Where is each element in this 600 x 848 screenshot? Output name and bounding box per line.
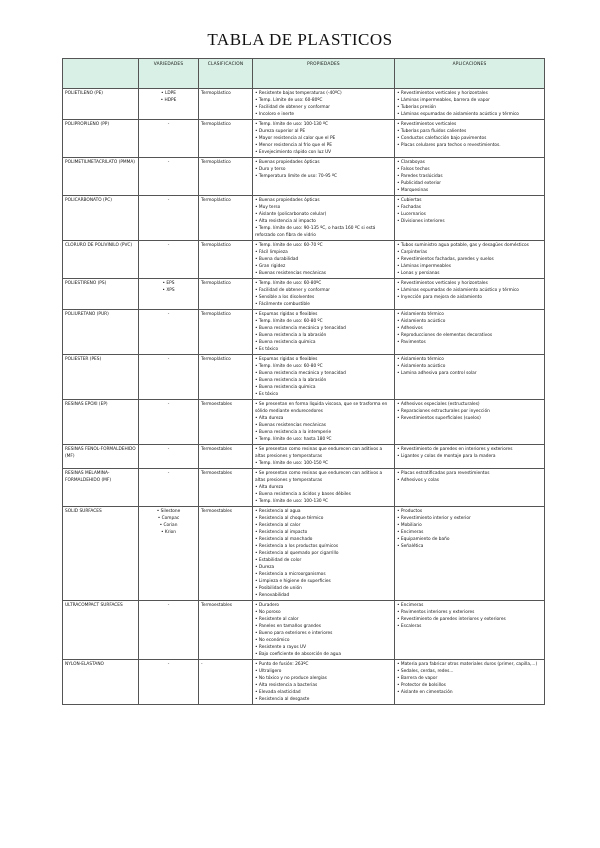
aplicaciones-cell [395,601,545,660]
plastics-table [62,58,545,705]
variedad-item: • Corian [141,522,196,529]
propiedad-item: • Buena resistencia a la abrasión [255,332,392,339]
aplicacion-item: • Placas estratificadas para revestimientos [397,470,542,477]
aplicacion-item: • Sedales, cerdas, redes... [397,668,542,675]
variedades-cell [139,400,199,445]
aplicacion-item: • Conductos calefacción bajo pavimentos [397,135,542,142]
propiedad-item: • Temp. límite de uso: 100-130 ºC [255,498,392,505]
propiedades-cell [253,158,395,196]
propiedad-item: • Buena resistencia química [255,339,392,346]
variedades-cell [139,660,199,705]
variedades-cell [139,89,199,120]
propiedad-item: • Alta dureza [255,415,392,422]
aplicacion-item: • Láminas espumadas de aislamiento acústico y térmico [397,287,542,294]
clasificacion-cell: Termoplástico [199,158,253,196]
header-variedades: VARIEDADES [139,59,199,89]
table-row [63,89,545,120]
clasificacion-cell: - [199,660,253,705]
propiedades-cell [253,400,395,445]
material-name: POLICARBONATO (PC) [63,196,139,241]
clasificacion-cell: Termoestables [199,507,253,601]
table-row [63,158,545,196]
propiedad-item: • Estabilidad de color [255,557,392,564]
variedades-cell [139,120,199,158]
material-name: NYLON-ELASTANO [63,660,139,705]
table-row [63,445,545,469]
variedad-empty: - [167,198,170,203]
propiedad-item: • Temperatura límite de uso: 70-95 ºC [255,173,392,180]
propiedad-item: • Resistencia a microorganismos [255,571,392,578]
propiedad-item: • Facilidad de obtener y conformar [255,287,392,294]
aplicacion-item: • Tubos suministro agua potable, gas y desagües domésticos [397,242,542,249]
table-row [63,196,545,241]
header-material [63,59,139,89]
propiedad-item: • Temp. límite de uso: 60-80 ºC [255,318,392,325]
aplicacion-item: • Publicidad exterior [397,180,542,187]
propiedad-item: • Mayor resistencia al calor que el PE [255,135,392,142]
propiedades-cell [253,507,395,601]
propiedad-item: • Temp. límite de uso: 60-70 ºC [255,242,392,249]
aplicacion-item: • Revestimiento de paredes en interiores y exteriores [397,446,542,453]
aplicacion-item: • Aislamiento acústico [397,318,542,325]
table-row [63,241,545,279]
propiedades-cell [253,310,395,355]
propiedad-item: • Es tóxico [255,391,392,398]
variedad-empty: - [167,160,170,165]
aplicaciones-cell [395,355,545,400]
aplicacion-item: • Láminas impermeables, barrera de vapor [397,97,542,104]
aplicacion-item: • Lonas y persianas [397,270,542,277]
aplicacion-item: • Claraboyas [397,159,542,166]
propiedad-item: • Incoloro e inerte [255,111,392,118]
propiedad-item: • Resistencia al calor [255,522,392,529]
propiedad-item: • Paneles en tamaños grandes [255,623,392,630]
clasificacion-cell: Termoestables [199,469,253,507]
propiedad-item: • Alta dureza [255,484,392,491]
aplicacion-item: • Revestimientos verticales y horizontales [397,90,542,97]
variedades-cell [139,196,199,241]
propiedad-item: • No tóxico y no produce alergias [255,675,392,682]
aplicacion-item: • Encimeras [397,529,542,536]
variedades-cell [139,507,199,601]
propiedad-item: • No económico [255,637,392,644]
aplicacion-item: • Revestimientos verticales [397,121,542,128]
propiedad-item: • Dureza superior al PE [255,128,392,135]
propiedad-item: • Dureza [255,564,392,571]
variedad-empty: - [167,662,170,667]
propiedades-cell [253,120,395,158]
aplicacion-item: • Aislamiento térmico [397,311,542,318]
propiedad-item: • Punto de fusión: 263ºC [255,661,392,668]
variedad-item: • XPS [141,287,196,294]
variedad-item: • Silestone [141,508,196,515]
variedad-empty: - [167,603,170,608]
propiedad-item: • Temp. límite de uso: 60-80ºC [255,280,392,287]
propiedad-item: • Temp. límite de uso: 60-80 ºC [255,363,392,370]
aplicacion-item: • Materia para fabricar otros materiales duros (primer, capilla,...) [397,661,542,668]
aplicacion-item: • Adhesivos y colas [397,477,542,484]
propiedad-item: • Espumas rígidas o flexibles [255,311,392,318]
propiedad-item: • Limpieza e higiene de superficies [255,578,392,585]
propiedad-item: • Temp. límite de uso: 100-130 ºC [255,121,392,128]
propiedad-item: • Facilidad de obtener y conformar [255,104,392,111]
material-name: RESINAS FENOL-FORMALDEHIDO (MF) [63,445,139,469]
material-name: POLIURETANO (PUR) [63,310,139,355]
table-row [63,120,545,158]
variedad-empty: - [167,122,170,127]
table-row [63,469,545,507]
material-name: POLIPROPILENO (PP) [63,120,139,158]
clasificacion-cell: Termoestables [199,601,253,660]
aplicacion-item: • Mobiliario [397,522,542,529]
aplicacion-item: • Ligantes y colas de montaje para la madera [397,453,542,460]
propiedad-item: • Bajo coeficiente de absorción de agua [255,651,392,658]
propiedades-cell [253,601,395,660]
aplicacion-item: • Revestimiento interior y exterior [397,515,542,522]
header-propiedades: PROPIEDADES [253,59,395,89]
propiedad-item: • Elevada elasticidad [255,689,392,696]
aplicacion-item: • Adhesivos especiales (estructurales) [397,401,542,408]
material-name: POLIETILENO (PE) [63,89,139,120]
propiedades-cell [253,355,395,400]
clasificacion-cell: Termoplástico [199,310,253,355]
aplicacion-item: • Marquesinas [397,187,542,194]
propiedad-item: • Temp. límite de uso: 90-135 ºC, o hasta 160 ºC si está reforzado con fibra de vidrio [255,225,392,239]
propiedad-item: • Buena resistencia a la abrasión [255,377,392,384]
aplicaciones-cell [395,469,545,507]
variedades-cell [139,310,199,355]
aplicacion-item: • Falsos techos [397,166,542,173]
propiedad-item: • Sensible a los disolventes [255,294,392,301]
page-title: TABLA DE PLASTICOS [207,30,393,49]
aplicaciones-cell [395,196,545,241]
variedades-cell [139,601,199,660]
aplicacion-item: • Aislamiento acústico [397,363,542,370]
variedad-empty: - [167,357,170,362]
aplicaciones-cell [395,507,545,601]
propiedad-item: • Renovabilidad [255,592,392,599]
aplicacion-item: • Equipamiento de baño [397,536,542,543]
table-row [63,400,545,445]
aplicacion-item: • Placas celulares para techos o revestimientos. [397,142,542,149]
clasificacion-cell: Termoplástico [199,120,253,158]
propiedad-item: • Alta resistencia a bacterias [255,682,392,689]
header-aplicaciones: APLICACIONES [395,59,545,89]
aplicacion-item: • Cubiertas [397,197,542,204]
aplicacion-item: • Reparaciones estructurales por inyección [397,408,542,415]
propiedades-cell [253,660,395,705]
propiedad-item: • Gran rigidez [255,263,392,270]
propiedad-item: • Buenas propiedades ópticas [255,159,392,166]
propiedad-item: • Temp. límite de uso: 100-150 ºC [255,460,392,467]
propiedad-item: • Buena resistencia a ácidos y bases débiles [255,491,392,498]
clasificacion-cell: Termoestables [199,445,253,469]
aplicacion-item: • Paredes traslúcidas [397,173,542,180]
aplicacion-item: • Revestimientos fachadas, paredes y suelos [397,256,542,263]
aplicacion-item: • Láminas espumadas de aislamiento acústico y térmico [397,111,542,118]
aplicacion-item: • Revestimientos verticales y horizontales [397,280,542,287]
propiedad-item: • Buena resistencia mecánica y tenacidad [255,370,392,377]
aplicacion-item: • Protector de bolsillos [397,682,542,689]
material-name: RESINAS MELAMINA-FORMALDEHIDO (MF) [63,469,139,507]
aplicaciones-cell [395,310,545,355]
aplicacion-item: • Pavimentos [397,339,542,346]
material-name: ULTRACOMPACT SURFACES [63,601,139,660]
table-header-row [63,59,545,89]
propiedades-cell [253,196,395,241]
aplicacion-item: • Divisiones interiores [397,218,542,225]
propiedad-item: • Temp. Límite de uso: 60-80ºC [255,97,392,104]
propiedad-item: • Buenas resistencias mecánicas [255,270,392,277]
propiedad-item: • Muy terso [255,204,392,211]
propiedad-item: • Duro y terso [255,166,392,173]
aplicaciones-cell [395,241,545,279]
aplicaciones-cell [395,158,545,196]
aplicacion-item: • Lucernarios [397,211,542,218]
table-row [63,310,545,355]
aplicaciones-cell [395,445,545,469]
propiedad-item: • Posibilidad de unión [255,585,392,592]
propiedad-item: • Temp. límite de uso: hasta 180 ºC [255,436,392,443]
aplicacion-item: • Lamina adhesiva para control solar [397,370,542,377]
propiedad-item: • Resistencia al impacto [255,529,392,536]
aplicacion-item: • Aislante en cimentación [397,689,542,696]
propiedad-item: • Espumas rígidas o flexibles [255,356,392,363]
aplicacion-item: • Reproducciones de elementos decorativos [397,332,542,339]
propiedad-item: • Fácil limpieza [255,249,392,256]
variedades-cell [139,241,199,279]
aplicacion-item: • Láminas impermeables [397,263,542,270]
aplicaciones-cell [395,279,545,310]
propiedad-item: • Buena resistencia a la intemperie [255,429,392,436]
propiedad-item: • Envejecimiento rápido con luz UV [255,149,392,156]
aplicacion-item: • Fachadas [397,204,542,211]
variedades-cell [139,279,199,310]
propiedad-item: • Resistencia al quemado por cigarrillo [255,550,392,557]
aplicacion-item: • Aislamiento térmico [397,356,542,363]
table-row [63,355,545,400]
aplicacion-item: • Adhesivos [397,325,542,332]
propiedad-item: • Alta resistencia al impacto [255,218,392,225]
variedad-empty: - [167,447,170,452]
propiedades-cell [253,279,395,310]
propiedad-item: • Ultraligero [255,668,392,675]
variedades-cell [139,445,199,469]
aplicaciones-cell [395,660,545,705]
aplicacion-item: • Revestimientos superficiales (suelos) [397,415,542,422]
propiedades-cell [253,445,395,469]
variedad-empty: - [167,243,170,248]
aplicacion-item: • Encimeras [397,602,542,609]
propiedad-item: • Resistencia al agua [255,508,392,515]
propiedades-cell [253,241,395,279]
material-name: POLIMETILMETACRILATO (PMMA) [63,158,139,196]
material-name: CLORURO DE POLIVINILO (PVC) [63,241,139,279]
aplicacion-item: • Barrera de vapor [397,675,542,682]
variedades-cell [139,469,199,507]
aplicacion-item: • Escaleras [397,623,542,630]
clasificacion-cell: Termoplástico [199,196,253,241]
variedad-item: • HDPE [141,97,196,104]
material-name: SOLID SURFACES [63,507,139,601]
clasificacion-cell: Termoplástico [199,241,253,279]
aplicacion-item: • Tuberías para fluidos calientes [397,128,542,135]
variedad-empty: - [167,471,170,476]
aplicacion-item: • Señalética [397,543,542,550]
variedades-cell [139,158,199,196]
propiedad-item: • Resistente a rayos UV [255,644,392,651]
propiedad-item: • Fácilmente combustible [255,301,392,308]
propiedad-item: • Es tóxico [255,346,392,353]
variedades-cell [139,355,199,400]
variedad-item: • Krion [141,529,196,536]
variedad-item: • LDPE [141,90,196,97]
propiedad-item: • Se presentan como resinas que endurecen con aditivos a altas presiones y temperaturas [255,470,392,484]
propiedad-item: • Bueno para exteriores e interiores [255,630,392,637]
header-clasificacion: CLASIFICACION [199,59,253,89]
propiedad-item: • Duradero [255,602,392,609]
variedad-empty: - [167,312,170,317]
propiedad-item: • Buena resistencia mecánica y tenacidad [255,325,392,332]
variedad-item: • Compac [141,515,196,522]
aplicaciones-cell [395,89,545,120]
propiedad-item: • Buena resistencia química [255,384,392,391]
table-row [63,601,545,660]
aplicacion-item: • Revestimiento de paredes interiores y exteriores [397,616,542,623]
aplicacion-item: • Productos [397,508,542,515]
propiedad-item: • Buenas propiedades ópticas [255,197,392,204]
aplicaciones-cell [395,400,545,445]
propiedad-item: • Buenas resistencias mecánicas [255,422,392,429]
propiedad-item: • Menor resistencia al frío que el PE [255,142,392,149]
table-row [63,507,545,601]
aplicacion-item: • Inyección para mejora de aislamiento [397,294,542,301]
propiedad-item: • Se presentan en forma líquida viscosa, que se trasforma en sólido mediante endurecedores [255,401,392,415]
propiedad-item: • Se presentan como resinas que endurecen con aditivos a altas presiones y temperaturas [255,446,392,460]
variedad-empty: - [167,402,170,407]
material-name: POLIESTIRENO (PS) [63,279,139,310]
aplicacion-item: • Pavimentos interiores y exteriores [397,609,542,616]
material-name: POLIESTER (PES) [63,355,139,400]
table-body [63,89,545,705]
propiedad-item: • Aislante (policarbonato celular) [255,211,392,218]
propiedad-item: • Resistencia al choque térmico [255,515,392,522]
propiedad-item: • Buena durabilidad [255,256,392,263]
material-name: RESINAS EPOXI (EP) [63,400,139,445]
table-row [63,660,545,705]
propiedades-cell [253,469,395,507]
propiedad-item: • Resistencia a los productos químicos [255,543,392,550]
clasificacion-cell: Termoplástico [199,355,253,400]
aplicaciones-cell [395,120,545,158]
clasificacion-cell: Termoplástico [199,279,253,310]
propiedad-item: • Resistencia al manchado [255,536,392,543]
aplicacion-item: • Carpinterías [397,249,542,256]
table-row [63,279,545,310]
clasificacion-cell: Termoestables [199,400,253,445]
propiedad-item: • Resistente al calor [255,616,392,623]
aplicacion-item: • Tuberías presión [397,104,542,111]
clasificacion-cell: Termoplástico [199,89,253,120]
propiedades-cell [253,89,395,120]
propiedad-item: • Resistente bajas temperaturas (-40ºC) [255,90,392,97]
variedad-item: • EPS [141,280,196,287]
propiedad-item: • No poroso [255,609,392,616]
propiedad-item: • Resistencia al desgaste [255,696,392,703]
